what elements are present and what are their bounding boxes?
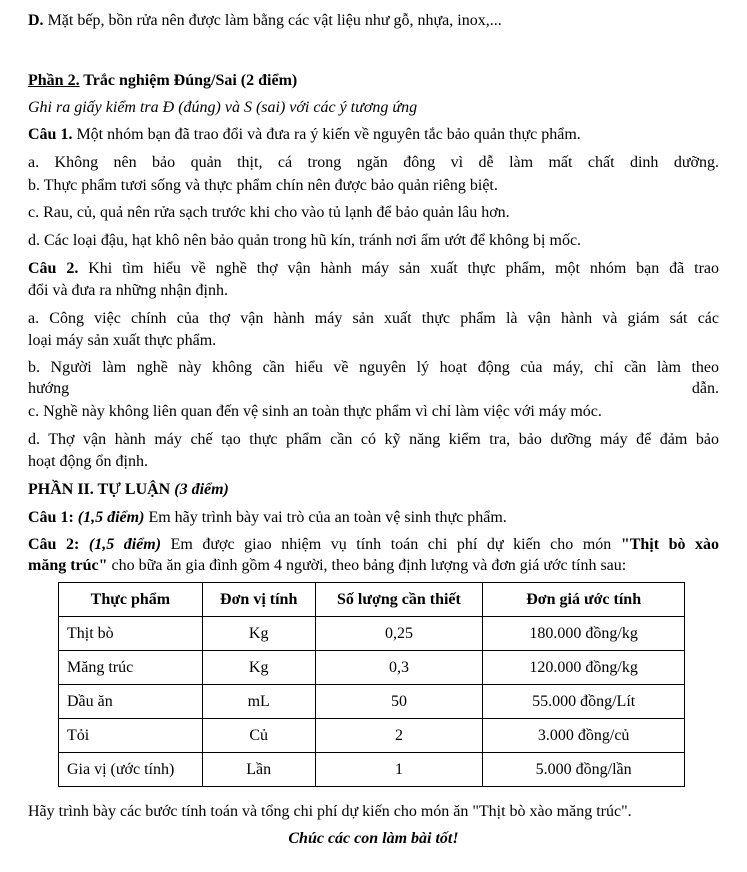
cell-quantity: 0,25 — [315, 617, 483, 651]
part-ii-heading — [28, 480, 719, 500]
instruction: Ghi ra giấy kiểm tra Đ (đúng) và S (sai) với các ý tương ứng — [28, 99, 418, 116]
cell-food: Gia vị (ước tính) — [59, 753, 203, 787]
part-ii-points: (3 điểm) — [170, 481, 229, 498]
q2-stem-line2: đổi và đưa ra những nhận định. — [28, 282, 228, 299]
q2-option-b-line1: b. Người làm nghề này không cần hiểu về nguyên lý hoạt động của máy, chỉ cần làm theo — [28, 359, 719, 376]
cell-quantity: 1 — [315, 753, 483, 787]
closing-message: Chúc các con làm bài tốt! — [288, 830, 459, 847]
essay-q2-text-2: cho bữa ăn gia đình gồm 4 người, theo bảng định lượng và đơn giá ước tính sau: — [107, 557, 627, 574]
q1-option-a: a. Không nên bảo quản thịt, cá trong ngăn đông vì dễ làm mất chất dinh dưỡng. — [28, 154, 719, 171]
cell-food: Dầu ăn — [59, 685, 203, 719]
q2-option-d-line1: d. Thợ vận hành máy chế tạo thực phẩm cần có kỹ năng kiểm tra, bảo dưỡng máy để đảm bảo — [28, 431, 719, 448]
option-d-label: D. — [28, 12, 44, 29]
cell-price: 180.000 đồng/kg — [483, 617, 685, 651]
q2-option-a-line2: loại máy sản xuất thực phẩm. — [28, 332, 217, 349]
q2-text-1: Khi tìm hiểu về nghề thợ vận hành máy sản xuất thực phẩm, một nhóm bạn đã trao — [78, 260, 720, 277]
q1-label: Câu 1. — [28, 126, 73, 143]
cell-quantity: 2 — [315, 719, 483, 753]
essay-q2-dish-2: măng trúc" — [28, 557, 108, 574]
cell-food: Thịt bò — [59, 617, 203, 651]
q2-option-d-line2: hoạt động ổn định. — [28, 453, 148, 470]
q1-option-b: b. Thực phẩm tươi sống và thực phẩm chín nên được bảo quản riêng biệt. — [28, 177, 498, 194]
essay-q2-line1 — [28, 535, 719, 555]
q1-option-d: d. Các loại đậu, hạt khô nên bảo quản trong hũ kín, tránh nơi ẩm ướt để không bị mốc. — [28, 232, 582, 249]
q2-option-a-line1: a. Công việc chính của thợ vận hành máy sản xuất thực phẩm là vận hành và giám sát các — [28, 310, 719, 327]
q1-stem — [28, 125, 719, 145]
table-row — [59, 753, 685, 787]
header-unit: Đơn vị tính — [202, 583, 315, 617]
table-row — [59, 719, 685, 753]
essay-q1-text: Em hãy trình bày vai trò của an toàn vệ sinh thực phẩm. — [144, 509, 507, 526]
table-row — [59, 651, 685, 685]
essay-q2-points: (1,5 điểm) — [79, 536, 162, 553]
q2-stem-line1 — [28, 259, 719, 279]
essay-q2-text-1: Em được giao nhiệm vụ tính toán chi phí dự kiến cho món — [161, 536, 621, 553]
q2-option-b-left: hướng — [28, 380, 70, 397]
cell-unit: Kg — [202, 617, 315, 651]
table-header-row — [59, 583, 685, 617]
q1-text: Một nhóm bạn đã trao đổi và đưa ra ý kiến về nguyên tắc bảo quản thực phẩm. — [72, 126, 581, 143]
table-row — [59, 617, 685, 651]
essay-q1-label: Câu 1: — [28, 509, 74, 526]
part2-label: Phần 2. — [28, 72, 80, 89]
q2-option-c: c. Nghề này không liên quan đến vệ sinh an toàn thực phẩm vì chỉ làm việc với máy móc. — [28, 403, 602, 420]
header-quantity: Số lượng cần thiết — [315, 583, 483, 617]
cell-unit: Kg — [202, 651, 315, 685]
cell-price: 55.000 đồng/Lít — [483, 685, 685, 719]
cell-food: Tỏi — [59, 719, 203, 753]
cell-price: 5.000 đồng/lần — [483, 753, 685, 787]
q2-label: Câu 2. — [28, 260, 79, 277]
essay-q1 — [28, 508, 719, 528]
header-food: Thực phẩm — [59, 583, 203, 617]
header-price: Đơn giá ước tính — [483, 583, 685, 617]
final-instruction: Hãy trình bày các bước tính toán và tổng chi phí dự kiến cho món ăn "Thịt bò xào măng trúc". — [28, 803, 632, 820]
cell-food: Măng trúc — [59, 651, 203, 685]
cell-unit: mL — [202, 685, 315, 719]
q2-option-b-right: dẫn. — [691, 380, 719, 397]
cell-price: 120.000 đồng/kg — [483, 651, 685, 685]
cell-quantity: 50 — [315, 685, 483, 719]
part-ii-title: PHẦN II. TỰ LUẬN — [28, 481, 171, 498]
essay-q1-points: (1,5 điểm) — [73, 509, 145, 526]
option-d — [28, 11, 719, 31]
essay-q2-label: Câu 2: — [28, 536, 80, 553]
cell-quantity: 0,3 — [315, 651, 483, 685]
essay-q2-line2 — [28, 556, 719, 576]
cell-unit: Lần — [202, 753, 315, 787]
part2-heading — [28, 71, 719, 91]
option-d-text: Mặt bếp, bồn rửa nên được làm bằng các vật liệu như gỗ, nhựa, inox,... — [43, 12, 502, 29]
table-row — [59, 685, 685, 719]
cell-price: 3.000 đồng/củ — [483, 719, 685, 753]
cell-unit: Củ — [202, 719, 315, 753]
essay-q2-dish-1: "Thịt bò xào — [620, 536, 720, 553]
q2-option-b-line2 — [28, 379, 719, 399]
cost-table — [58, 582, 685, 787]
part2-title: Trắc nghiệm Đúng/Sai (2 điểm) — [79, 72, 298, 89]
q1-option-c: c. Rau, củ, quả nên rửa sạch trước khi cho vào tủ lạnh để bảo quản lâu hơn. — [28, 204, 510, 221]
